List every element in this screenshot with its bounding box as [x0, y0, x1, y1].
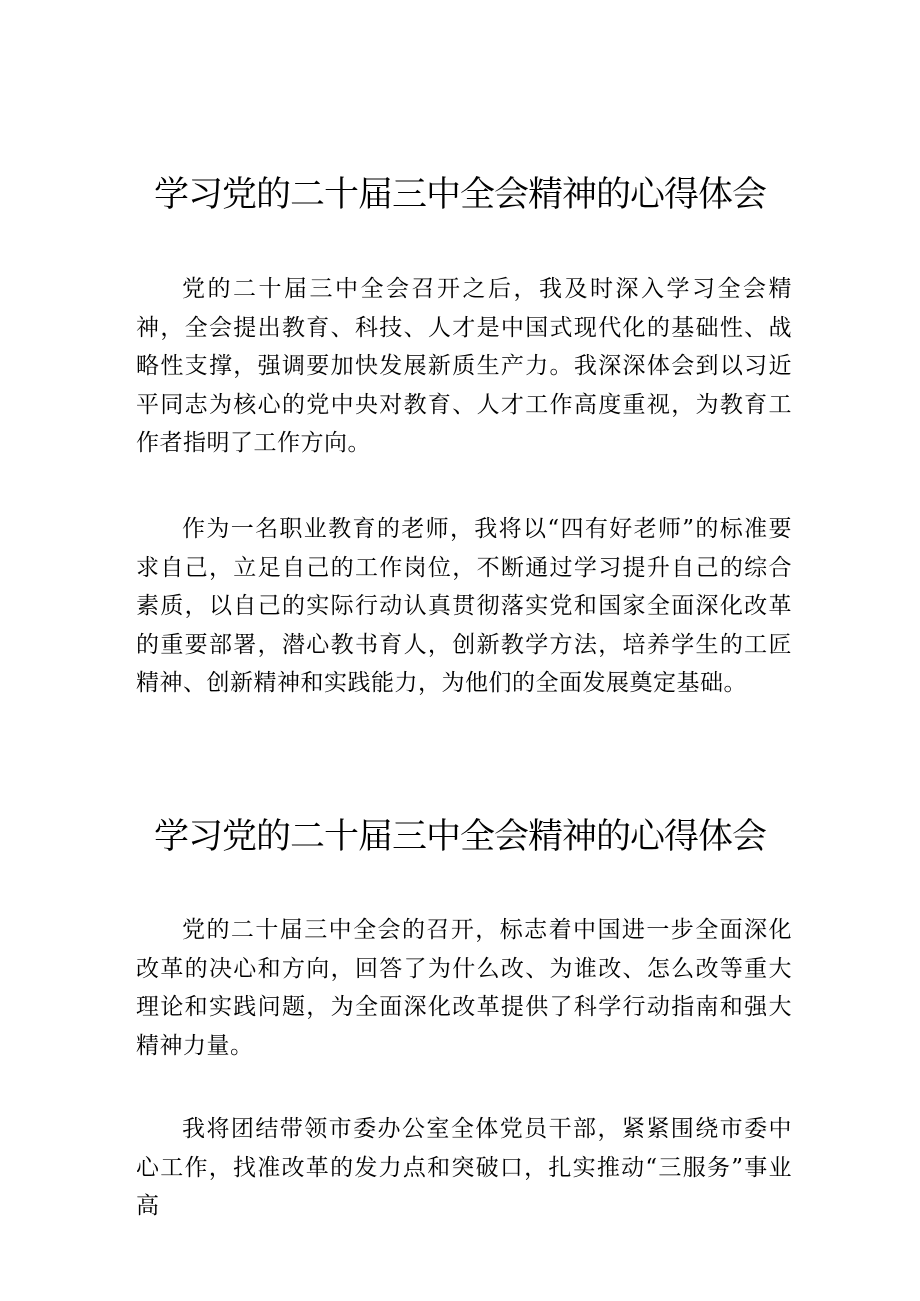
section-1-paragraph-2: 作为一名职业教育的老师，我将以“四有好老师”的标准要求自己，立足自己的工作岗位，不断通过学习提升自己的综合素质，以自己的实际行动认真贯彻落实党和国家全面深化改革的重要部署，潜心教书育人，创新教学方法，培养学生的工匠精神、创新精神和实践能力，为他们的全面发展奠定基础。: [136, 516, 792, 696]
section-1-paragraph-1: 党的二十届三中全会召开之后，我及时深入学习全会精神，全会提出教育、科技、人才是中国式现代化的基础性、战略性支撑，强调要加快发展新质生产力。我深深体会到以习近平同志为核心的党中央对教育、人才工作高度重视，为教育工作者指明了工作方向。: [136, 276, 792, 456]
section-2-paragraph-2: 我将团结带领市委办公室全体党员干部，紧紧围绕市委中心工作，找准改革的发力点和突破口，扎实推动“三服务”事业高: [136, 1116, 792, 1219]
section-1-title: 学习党的二十届三中全会精神的心得体会: [153, 175, 766, 215]
section-2-title: 学习党的二十届三中全会精神的心得体会: [153, 817, 766, 857]
section-2-paragraph-1: 党的二十届三中全会的召开，标志着中国进一步全面深化改革的决心和方向，回答了为什么改、为谁改、怎么改等重大理论和实践问题，为全面深化改革提供了科学行动指南和强大精神力量。: [136, 917, 792, 1059]
